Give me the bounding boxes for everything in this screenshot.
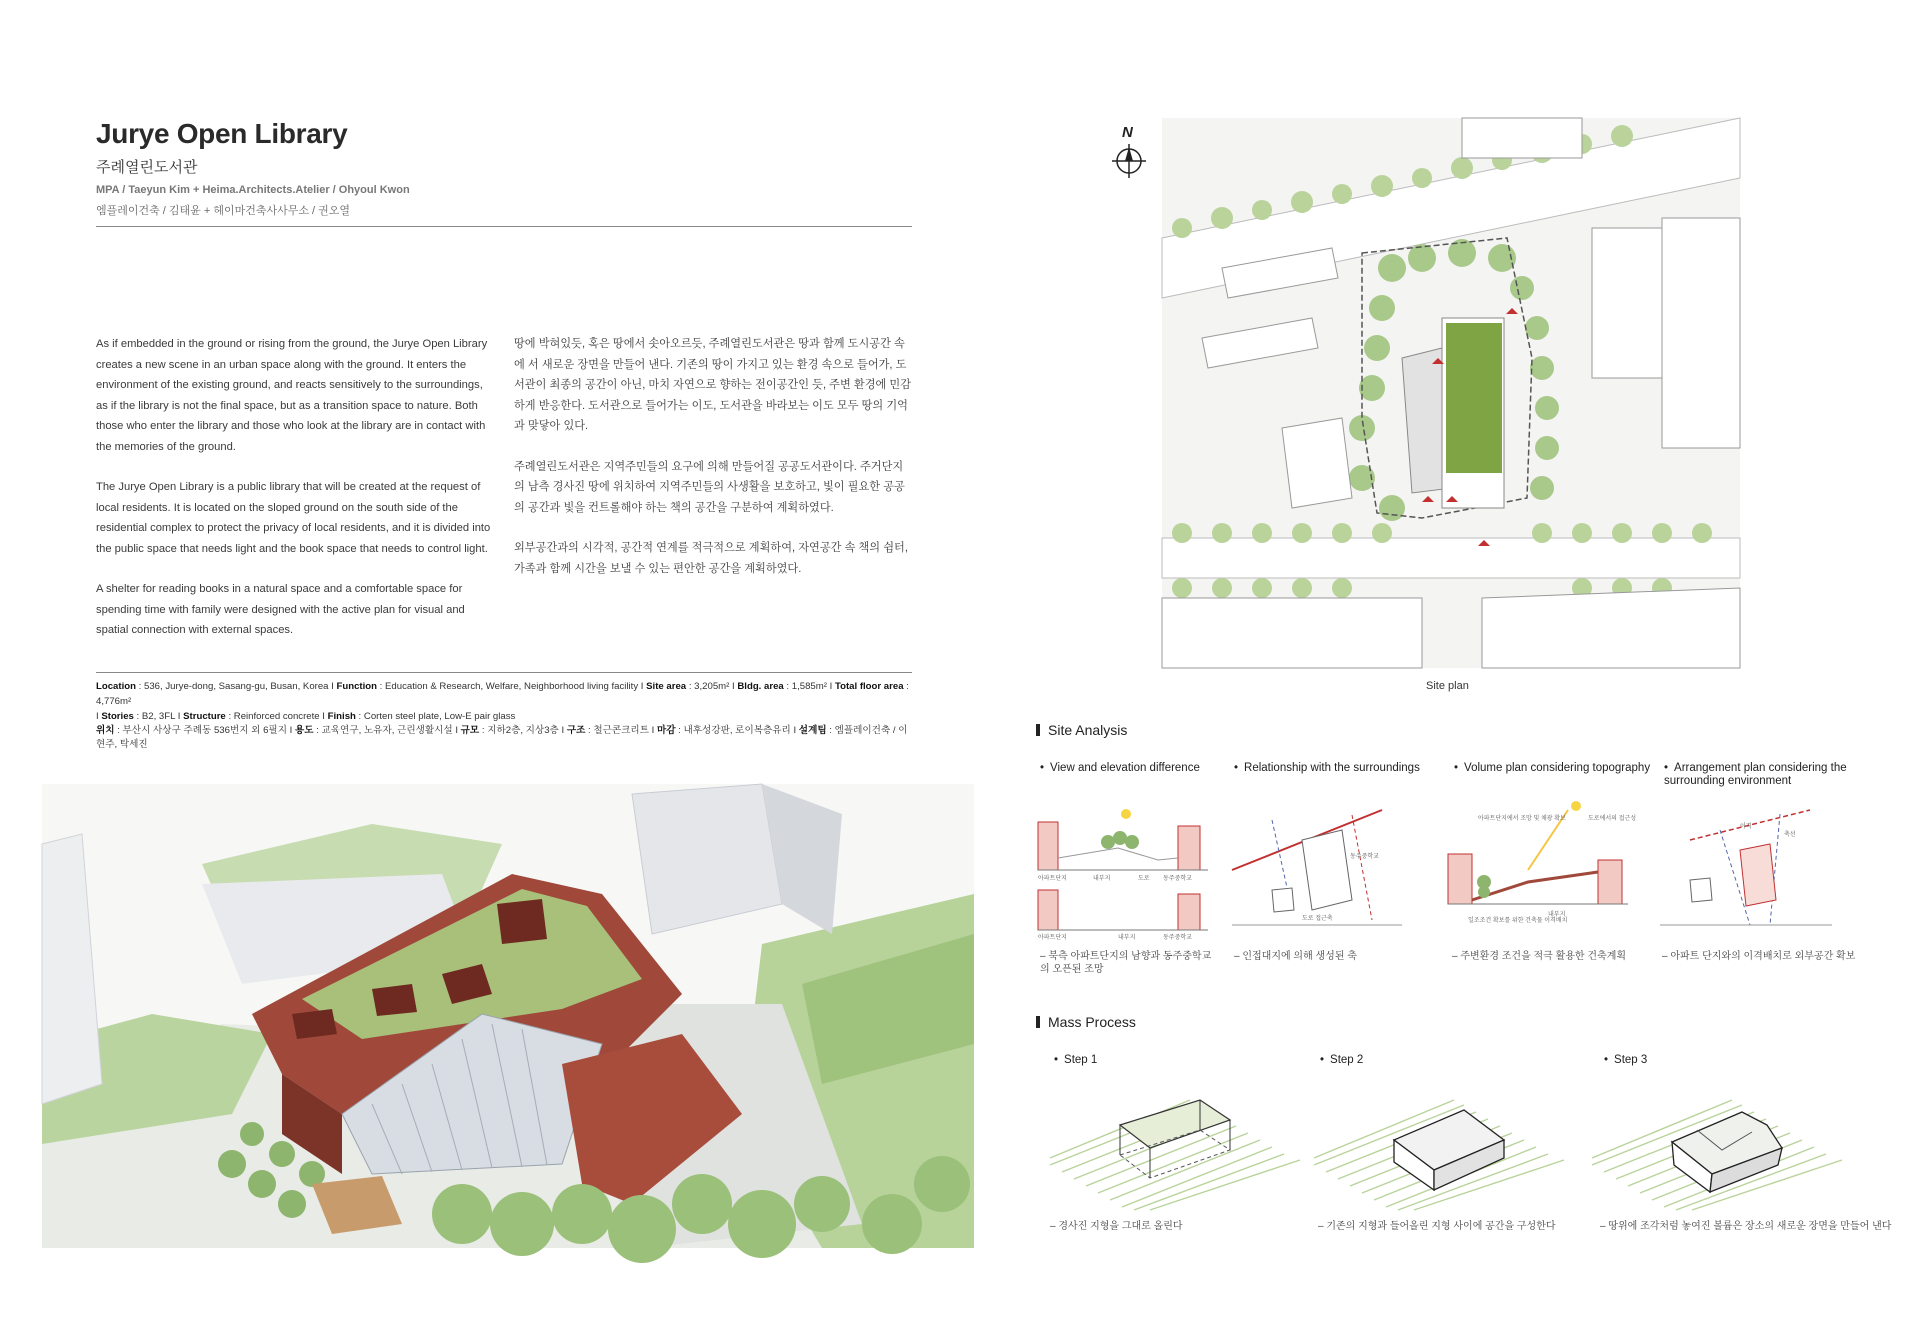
step-title-3 [1604,1054,1647,1067]
site-analysis-heading [1036,722,1127,738]
header-divider [96,226,912,227]
terrain-line [1058,848,1178,860]
analysis-title-2 [1234,762,1434,775]
north-arrow-icon [1112,144,1146,178]
credits: MPA / Taeyun Kim + Heima.Architects.Atelier / Ohyoul Kwon [96,184,410,196]
heading-marker [1036,1016,1040,1028]
facts-separator: I [558,725,567,736]
school-elevation [1178,826,1200,870]
facts-separator: I [96,711,102,722]
facts-function-label: Function [336,681,378,692]
analysis-title-text: Volume plan considering topography [1464,762,1651,774]
diagram-label: 동주중학교 [1350,854,1379,860]
diagram-label: 내부지 [1118,935,1136,941]
school-elevation [1178,894,1200,930]
facts-separator: I [790,725,799,736]
apartment-elevation [1038,822,1058,870]
step-caption-2: – 기존의 지형과 들어올린 지형 사이에 공간을 구성한다 [1318,1221,1556,1232]
mass-process-heading [1036,1014,1136,1030]
diagram-label: 아파트단지 [1038,876,1067,882]
facts-ko-location-label: 위치 [96,725,115,736]
building-section [1472,872,1598,900]
aerial-rendering [42,784,974,1248]
diagram-label: 일조조건 확보를 위한 건축물 이격배치 [1468,918,1568,924]
project-facts-korean [96,722,912,750]
facts-floor-area-label: Total floor area [834,681,904,692]
facts-site-area-label: Site area [646,681,687,692]
building-block [1740,844,1776,906]
korean-description [514,334,912,599]
analysis-title-3 [1454,762,1654,775]
facts-separator: I [826,681,835,692]
analysis-caption-3: – 주변환경 조건을 적극 활용한 건축계획 [1452,951,1627,962]
mass-step-1-diagram [1050,1070,1312,1210]
bullet: • [1454,762,1459,774]
step-title-text: Step 2 [1330,1054,1364,1066]
roof-opening [372,984,417,1016]
diagram-label: 내부지 [1548,912,1566,918]
facts-ko-finish-label: 마감 [656,725,676,736]
site-plan [1162,118,1740,668]
analysis-title-text: View and elevation difference [1050,762,1200,774]
english-description [96,334,494,661]
analysis-caption-4: – 아파트 단지와의 이격배치로 외부공간 확보 [1662,951,1856,962]
school-elevation [1598,860,1622,904]
diagram-label: 내부지 [1093,876,1111,882]
facts-ko-finish: : 내후성강판, 로이복층유리 [675,725,791,736]
lifted-plane [1120,1100,1230,1148]
diagram-trees [1101,831,1139,849]
english-paragraph: A shelter for reading books in a natural space and a comfortable space for spending time with family were designed with the active plan for visual and spatial connection with external spaces. [96,583,465,636]
facts-ko-structure-label: 구조 [566,725,586,736]
facts-structure-label: Structure [183,711,226,722]
facts-ko-use-label: 용도 [294,725,314,736]
step-title-text: Step 1 [1064,1054,1098,1066]
facts-separator: I [175,711,184,722]
facts-ko-designer: : 엠플레이건축 / 이현주, 탁세진 [96,725,908,750]
diagram-label: 동주중학교 [1163,876,1192,882]
analysis-title-1 [1040,762,1220,775]
heading-marker [1036,724,1040,736]
step-title-2 [1320,1054,1363,1067]
project-facts [96,679,912,724]
facts-bldg-area-label: Bldg. area [737,681,784,692]
korean-paragraph: 땅에 박혀있듯, 혹은 땅에서 솟아오르듯, 주례열린도서관은 땅과 함께 도시공간 속에 서 새로운 장면을 만들어 낸다. 기존의 땅이 가지고 있는 환경 속으로 들어가, 도서관이 최종의 공간이 아닌, 마치 자연으로 향하는 전이공간인 듯, 주변 환경에 민감하게 반응한다. 도서관으로 들어가는 이도, 도서관을 바라보는 이도 모두 땅의 기억과 맞닿아 있다. [514,338,912,432]
facts-finish-label: Finish [327,711,356,722]
facts-function: : Education & Research, Welfare, Neighborhood living facility [377,681,639,692]
facts-ko-designer-label: 설계팀 [798,725,827,736]
diagram-label: 도로 접근축 [1302,916,1333,922]
facts-separator: I [648,725,657,736]
facts-separator: I [319,711,328,722]
axis-line [1352,815,1372,920]
analysis-caption-2: – 인접대지에 의해 생성된 축 [1234,951,1357,962]
bullet: • [1040,762,1045,774]
facts-ko-scale: : 지하2층, 지상3층 [479,725,559,736]
facts-separator: I [328,681,337,692]
apartment-elevation [1448,854,1472,904]
english-paragraph: The Jurye Open Library is a public library that will be created at the request of local residents. It is located on the sloped ground on the south side of the residential complex to protect the privacy of local residents, and it is divided into the public space that needs light and the book space that needs to control light. [96,481,491,555]
mass-process-title: Mass Process [1048,1014,1136,1030]
facts-bldg-area: : 1,585m² [783,681,827,692]
analysis-title-text: Arrangement plan considering the surrounding environment [1664,762,1847,787]
analysis-caption-1: – 북측 아파트단지의 남향과 동주중학교의 오픈된 조망 [1040,951,1212,975]
bullet: • [1234,762,1239,774]
analysis-diagram-view [1038,808,1208,940]
green-roof-plan [1446,323,1502,473]
building-block [1690,878,1712,902]
diagram-label: 도로에서의 접근성 [1588,816,1637,822]
facts-ko-scale-label: 규모 [460,725,480,736]
building-block [1302,830,1352,910]
diagram-label: 이격 [1740,824,1752,830]
facts-separator: I [729,681,738,692]
diagram-label: 동주중학교 [1163,935,1192,941]
step-caption-1: – 경사진 지형을 그대로 올린다 [1050,1221,1183,1232]
step-title-text: Step 3 [1614,1054,1648,1066]
analysis-diagram-topography [1448,800,1637,935]
facts-floor-area: : 4,776m² [96,681,909,707]
page-title: Jurye Open Library [96,118,348,149]
mass-step-2-diagram [1314,1070,1576,1210]
diagram-trees [1477,875,1491,898]
roof-opening [497,899,547,944]
sun-icon [1571,801,1581,811]
facts-stories: : B2, 3FL [133,711,176,722]
facts-structure: : Reinforced concrete [225,711,320,722]
step-title-1 [1054,1054,1097,1067]
facts-ko-structure: : 철근콘크리트 [585,725,649,736]
diagram-label: 도로 [1138,876,1150,882]
facts-stories-label: Stories [101,711,134,722]
korean-paragraph: 외부공간과의 시각적, 공간적 연계를 적극적으로 계획하여, 자연공간 속 책의 쉼터, 가족과 함께 시간을 보낼 수 있는 편안한 공간을 계획하였다. [514,542,908,575]
diagram-label: 아파트단지 [1038,935,1067,941]
diagram-label: 아파트단지에서 조망 및 채광 확보 [1478,816,1566,822]
credits-korean: 엠플레이건축 / 김태윤 + 헤이마건축사사무소 / 권오열 [96,205,351,217]
facts-separator: I [638,681,647,692]
facts-separator: I [286,725,295,736]
site-plan-caption: Site plan [1426,680,1469,692]
korean-paragraph: 주례열린도서관은 지역주민들의 요구에 의해 만들어질 공공도서관이다. 주거단지의 남측 경사진 땅에 위치하여 지역주민들의 사생활을 보호하고, 빛이 필요한 공공의 공간과 빛을 컨트롤해야 하는 책의 공간을 구분하여 계획하였다. [514,460,905,514]
building-block [1272,888,1294,912]
sun-icon [1121,809,1131,819]
mass-step-3-diagram [1592,1070,1854,1210]
bullet: • [1054,1054,1059,1066]
site-analysis-title: Site Analysis [1048,722,1128,738]
bullet: • [1664,762,1669,774]
english-paragraph: As if embedded in the ground or rising from the ground, the Jurye Open Library creates a new scene in an urban space along with the ground. It enters the environment of the existing ground, and reacts sensitively to the surroundings, as if the library is not the final space, but as a transition space to nature. Both those who enter the library and those who look at the library are in contact with the memories of the ground. [96,338,488,453]
facts-location-label: Location [96,681,136,692]
bullet: • [1604,1054,1609,1066]
roof-opening [292,1009,337,1039]
facts-finish: : Corten steel plate, Low-E pair glass [355,711,516,722]
facts-site-area: : 3,205m² [686,681,730,692]
facts-divider [96,672,912,673]
facts-ko-use: : 교육연구, 노유자, 근린생활시설 [313,725,453,736]
road [1162,538,1740,578]
diagram-label: 축선 [1784,832,1796,838]
facts-separator: I [452,725,461,736]
page-title-korean: 주례열린도서관 [96,159,198,176]
analysis-diagram-arrangement [1660,800,1832,935]
step-caption-3: – 땅위에 조각처럼 놓여진 볼륨은 장소의 새로운 장면을 만들어 낸다 [1600,1221,1892,1232]
analysis-diagram-surroundings [1232,800,1402,935]
apartment-elevation [1038,890,1058,930]
bullet: • [1320,1054,1325,1066]
analysis-title-4 [1664,762,1864,788]
north-label: N [1122,124,1133,141]
facts-location: : 536, Jurye-dong, Sasang-gu, Busan, Korea [135,681,329,692]
facts-ko-location: : 부산시 사상구 주례동 536번지 외 6필지 [114,725,287,736]
analysis-title-text: Relationship with the surroundings [1244,762,1420,774]
